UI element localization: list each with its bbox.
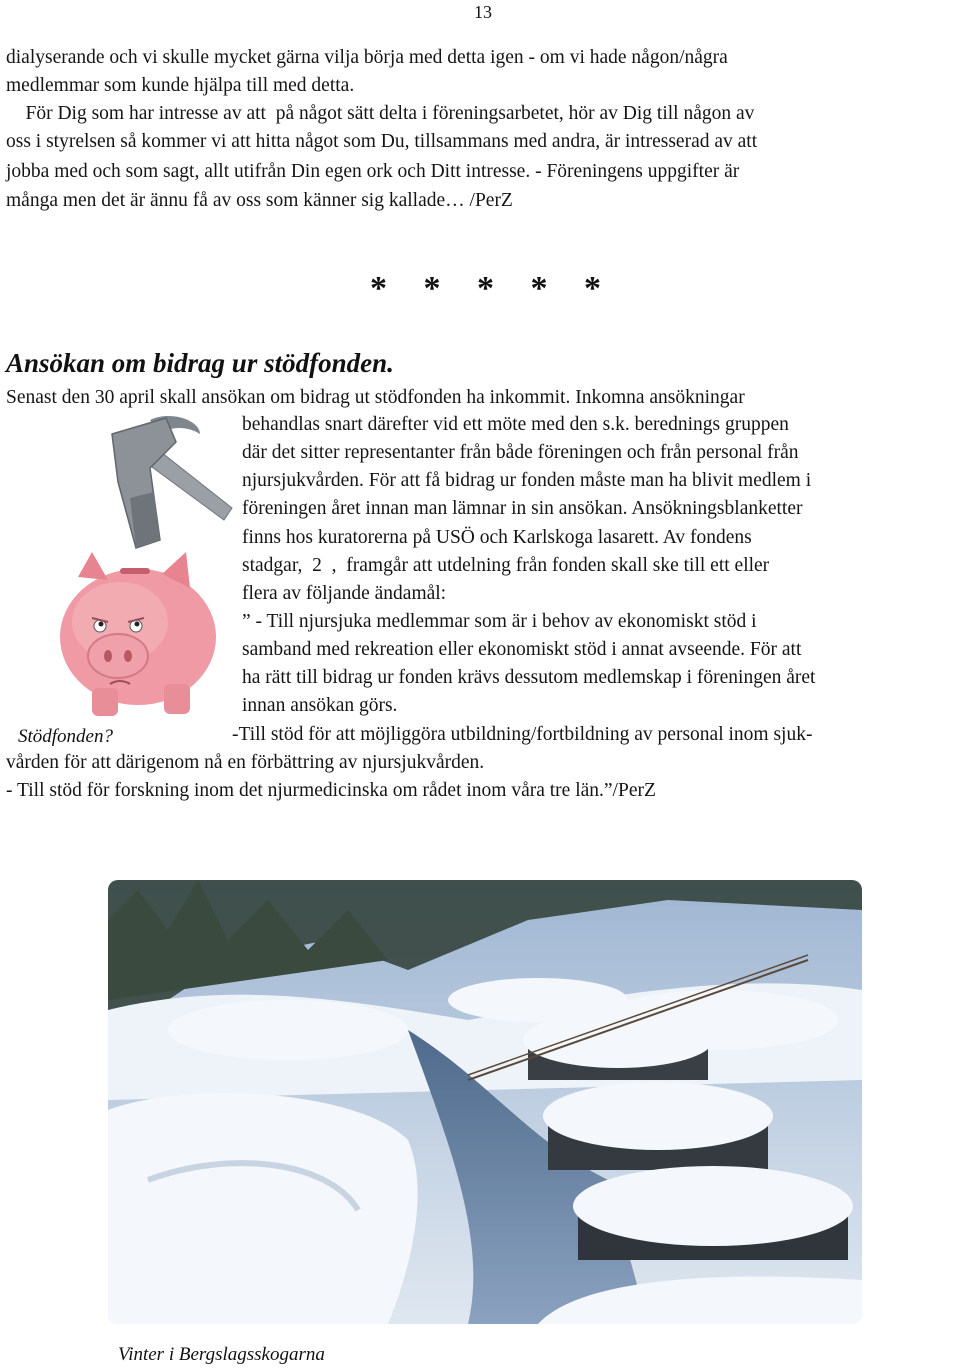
text-line: Senast den 30 april skall ansökan om bidrag ut stödfonden ha inkommit. Inkomna ansökningar xyxy=(6,387,745,408)
text-line: ha rätt till bidrag ur fonden krävs dessutom medlemskap i föreningen året xyxy=(242,667,816,688)
section-separator: * * * * * xyxy=(370,270,615,307)
page-number: 13 xyxy=(474,2,492,22)
text-line: -Till stöd för att möjliggöra utbildning/fortbildning av personal inom sjuk- xyxy=(232,724,813,745)
text-line: föreningen året innan man lämnar in sin ansökan. Ansökningsblanketter xyxy=(242,498,803,519)
text-line: - Till stöd för forskning inom det njurmedicinska om rådet inom våra tre län.”/PerZ xyxy=(6,780,656,801)
text-line: dialyserande och vi skulle mycket gärna vilja börja med detta igen - om vi hade någon/några xyxy=(6,47,728,68)
text-line: stadgar, 2 , framgår att utdelning från fonden skall ske till ett eller xyxy=(242,555,770,576)
text-line: behandlas snart därefter vid ett möte med den s.k. berednings gruppen xyxy=(242,414,789,435)
text-line: För Dig som har intresse av att på något sätt delta i föreningsarbetet, hör av Dig till någon av xyxy=(6,103,755,124)
text-line: vården för att därigenom nå en förbättring av njursjukvården. xyxy=(6,752,485,773)
section-heading: Ansökan om bidrag ur stödfonden. xyxy=(6,348,394,378)
text-line: flera av följande ändamål: xyxy=(242,583,447,604)
text-line: medlemmar som kunde hjälpa till med detta. xyxy=(6,75,355,96)
text-line: njursjukvården. För att få bidrag ur fonden måste man ha blivit medlem i xyxy=(242,470,812,491)
photo-caption: Vinter i Bergslagsskogarna xyxy=(118,1344,325,1365)
text-line: samband med rekreation eller ekonomiskt stöd i annat avseende. För att xyxy=(242,639,802,660)
text-line: där det sitter representanter från både föreningen och från personal från xyxy=(242,442,799,463)
hammer-piggy-bank-illustration xyxy=(0,412,240,722)
text-line: ” - Till njursjuka medlemmar som är i behov av ekonomiskt stöd i xyxy=(242,611,757,632)
text-line: oss i styrelsen så kommer vi att hitta något som Du, tillsammans med andra, är intresserad av att xyxy=(6,131,758,152)
piggy-bank-icon xyxy=(60,552,216,716)
winter-landscape-photo xyxy=(108,880,862,1324)
text-line: jobba med och som sagt, allt utifrån Din egen ork och Ditt intresse. - Föreningens uppgifter är xyxy=(6,161,740,182)
hammer-icon xyxy=(112,416,232,548)
text-line: innan ansökan görs. xyxy=(242,695,398,716)
text-line: finns hos kuratorerna på USÖ och Karlskoga lasarett. Av fondens xyxy=(242,527,752,548)
text-line: många men det är ännu få av oss som känner sig kallade… /PerZ xyxy=(6,190,513,211)
illustration-caption: Stödfonden? xyxy=(18,726,113,747)
